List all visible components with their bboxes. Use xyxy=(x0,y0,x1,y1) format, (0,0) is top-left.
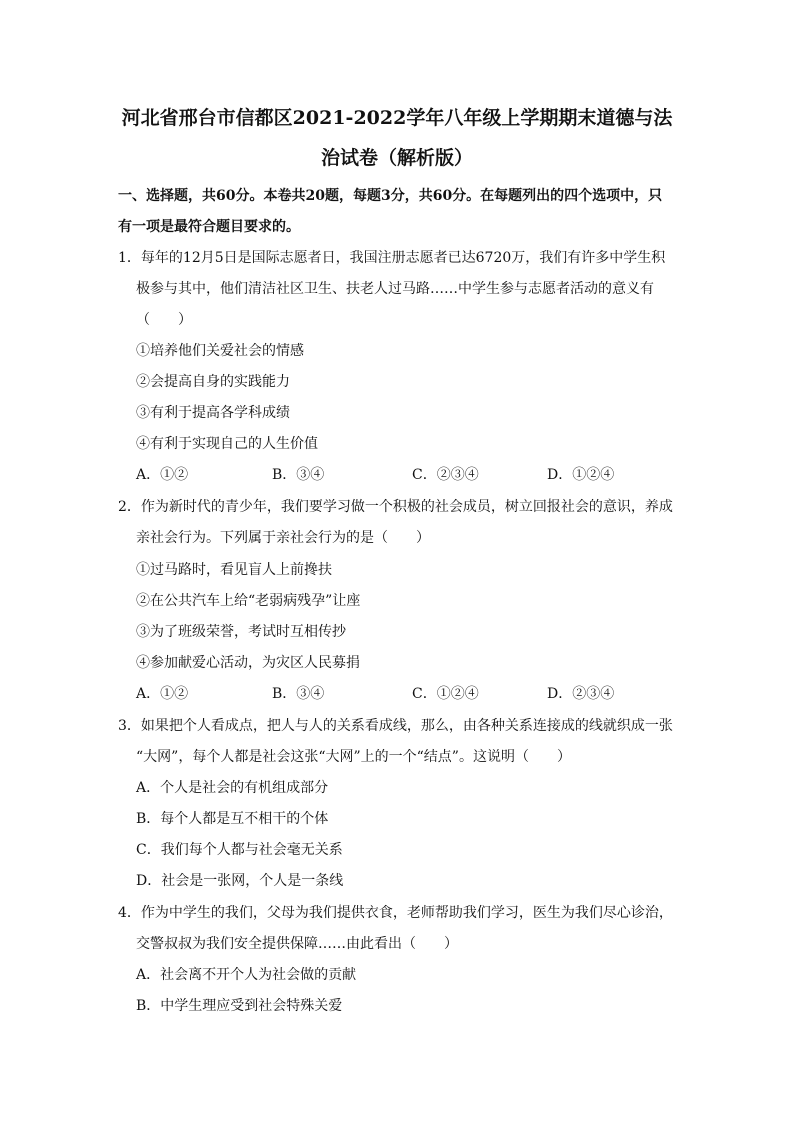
q1-item-4: ④有利于实现自己的人生价值 xyxy=(136,436,318,452)
q1-choice-c: C．②③④ xyxy=(412,467,479,483)
q1-choice-a: A．①② xyxy=(136,467,189,483)
q2-choice-d: D．②③④ xyxy=(547,686,615,702)
q1-item-2: ②会提高自身的实践能力 xyxy=(136,374,290,390)
q1-stem-line3: （ ） xyxy=(136,312,192,328)
q3-option-d: D．社会是一张网，个人是一条线 xyxy=(136,873,344,889)
q2-stem-line2: 亲社会行为。下列属于亲社会行为的是（ ） xyxy=(136,530,430,546)
q1-item-3: ③有利于提高各学科成绩 xyxy=(136,405,290,421)
doc-title-line1: 河北省邢台市信都区2021-2022学年八年级上学期期末道德与法 xyxy=(121,107,673,129)
q2-stem-line1: 2．作为新时代的青少年，我们要学习做一个积极的社会成员，树立回报社会的意识，养成 xyxy=(118,499,673,515)
q2-item-3: ③为了班级荣誉，考试时互相传抄 xyxy=(136,624,346,640)
q1-stem-line1: 1．每年的12月5日是国际志愿者日，我国注册志愿者已达6720万，我们有许多中学生积 xyxy=(118,250,666,266)
q4-option-b: B．中学生理应受到社会特殊关爱 xyxy=(136,998,343,1014)
q2-choice-c: C．①②④ xyxy=(412,686,479,702)
q3-option-a: A．个人是社会的有机组成部分 xyxy=(136,780,329,796)
q4-option-a: A．社会离不开个人为社会做的贡献 xyxy=(136,967,357,983)
q1-item-1: ①培养他们关爱社会的情感 xyxy=(136,343,304,359)
section-heading-line2: 有一项是最符合题目要求的。 xyxy=(118,219,300,235)
section-heading-line1: 一、选择题，共60分。本卷共20题，每题3分，共60分。在每题列出的四个选项中，只 xyxy=(118,188,663,204)
q3-option-c: C．我们每个人都与社会毫无关系 xyxy=(136,842,343,858)
q2-item-1: ①过马路时，看见盲人上前搀扶 xyxy=(136,562,332,578)
q3-stem-line1: 3．如果把个人看成点，把人与人的关系看成线，那么，由各种关系连接成的线就织成一张 xyxy=(118,718,673,734)
q2-item-2: ②在公共汽车上给“老弱病残孕”让座 xyxy=(136,593,361,609)
q4-stem-line2: 交警叔叔为我们安全提供保障……由此看出（ ） xyxy=(136,936,458,952)
q3-stem-line2: “大网”，每个人都是社会这张“大网”上的一个“结点”。这说明（ ） xyxy=(136,749,571,765)
q4-stem-line1: 4．作为中学生的我们，父母为我们提供衣食，老师帮助我们学习，医生为我们尽心诊治， xyxy=(118,905,673,921)
q1-stem-line2: 极参与其中，他们清洁社区卫生、扶老人过马路……中学生参与志愿者活动的意义有 xyxy=(136,281,654,297)
doc-title-line2: 治试卷（解析版） xyxy=(320,147,473,169)
q2-item-4: ④参加献爱心活动，为灾区人民募捐 xyxy=(136,655,360,671)
q3-option-b: B．每个人都是互不相干的个体 xyxy=(136,811,329,827)
q1-choice-d: D．①②④ xyxy=(547,467,615,483)
q2-choice-b: B．③④ xyxy=(272,686,325,702)
q1-choice-b: B．③④ xyxy=(272,467,325,483)
q2-choice-a: A．①② xyxy=(136,686,189,702)
